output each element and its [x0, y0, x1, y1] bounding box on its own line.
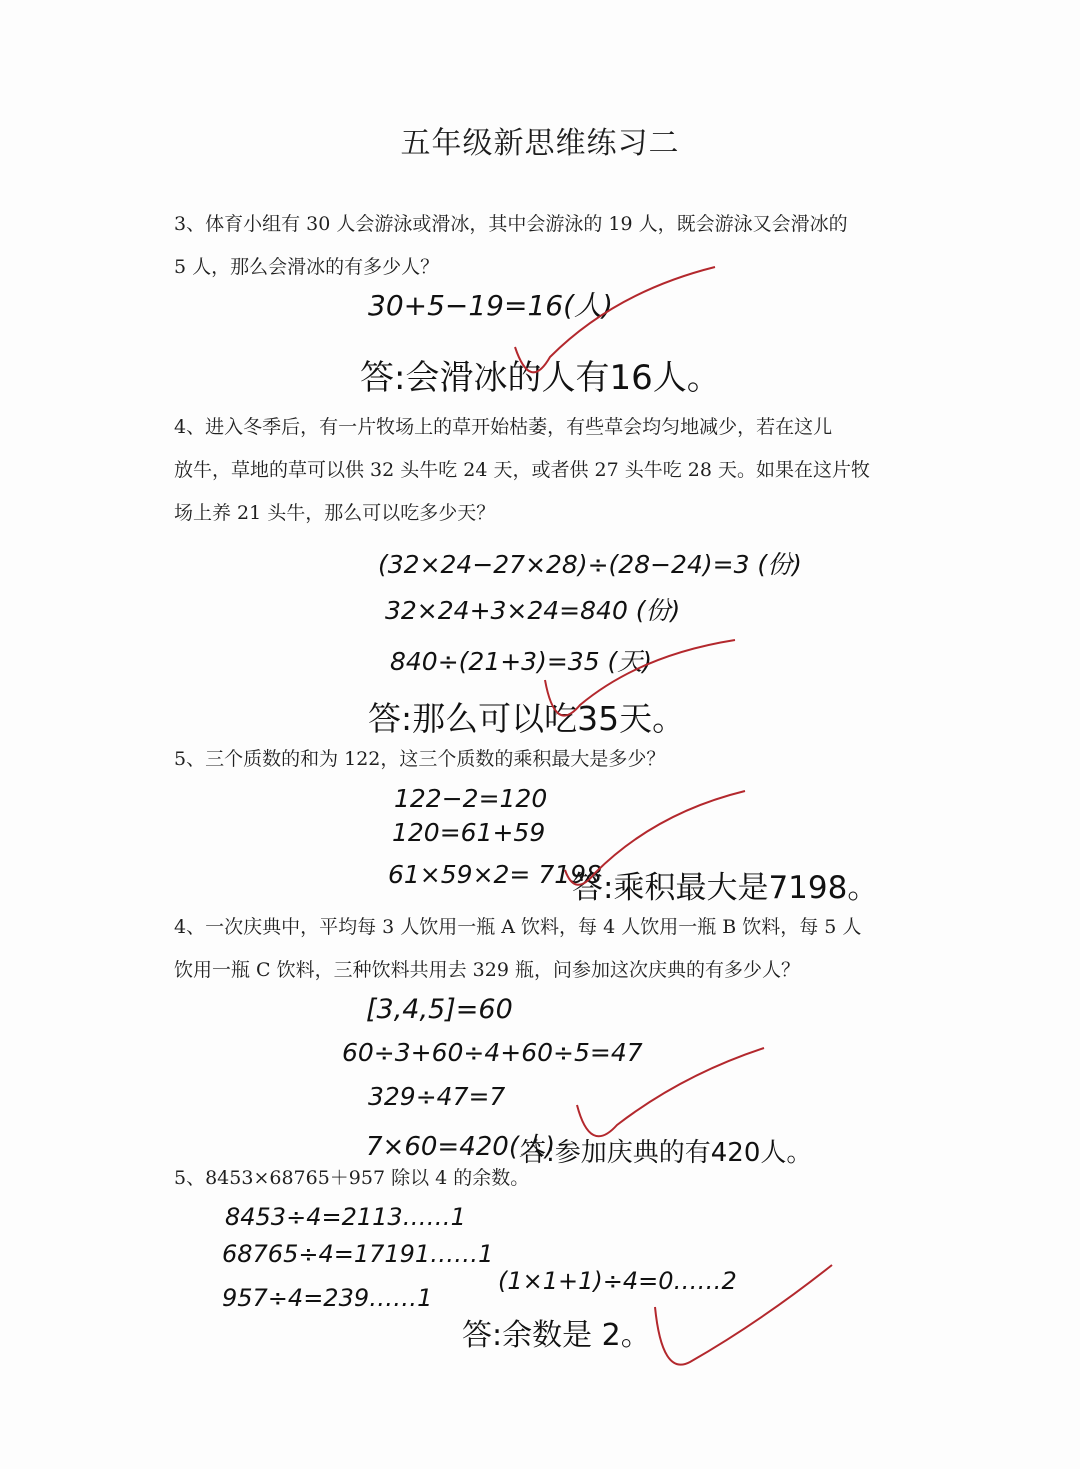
- problem-5-work-4: (1×1+1)÷4=0……2: [498, 1267, 737, 1295]
- question-line: 5、三个质数的和为 122，这三个质数的乘积最大是多少？: [174, 748, 666, 770]
- question-line: 5、8453×68765＋957 除以 4 的余数。: [174, 1167, 530, 1189]
- problem-4-work-1: [3,4,5]=60: [366, 994, 513, 1025]
- checkmark-icon: [505, 262, 725, 392]
- checkmark-icon: [560, 788, 750, 898]
- question-line: 3、体育小组有 30 人会游泳或滑冰，其中会游泳的 19 人，既会游泳又会滑冰的: [174, 213, 848, 235]
- problem-3-work-3: 61×59×2= 7198: [388, 860, 602, 889]
- problem-4-work-2: 60÷3+60÷4+60÷5=47: [342, 1038, 643, 1067]
- problem-2-question: [174, 406, 914, 535]
- problem-5-work-3: 957÷4=239……1: [222, 1284, 433, 1312]
- problem-2-work-1: (32×24−27×28)÷(28−24)=3 (份): [378, 550, 802, 579]
- question-line: 5 人，那么会滑冰的有多少人？: [174, 256, 440, 278]
- problem-4-work-3: 329÷47=7: [368, 1082, 506, 1111]
- question-line: 放牛，草地的草可以供 32 头牛吃 24 天，或者供 27 头牛吃 28 天。如果在这片牧: [174, 459, 871, 481]
- problem-3-question: [174, 738, 914, 781]
- problem-5-answer: 答:余数是 2。: [462, 1318, 651, 1353]
- problem-2-answer: 答:那么可以吃35天。: [368, 699, 686, 738]
- question-line: 4、一次庆典中，平均每 3 人饮用一瓶 A 饮料，每 4 人饮用一瓶 B 饮料，每 5 人: [174, 916, 862, 938]
- checkmark-icon: [540, 635, 740, 735]
- problem-4-question: [174, 906, 914, 992]
- checkmark-icon: [650, 1262, 840, 1377]
- problem-3-answer: 答:乘积最大是7198。: [572, 870, 879, 906]
- problem-5-question: [174, 1157, 914, 1200]
- question-line: 4、进入冬季后，有一片牧场上的草开始枯萎，有些草会均匀地减少，若在这儿: [174, 416, 833, 438]
- problem-5-work-1: 8453÷4=2113……1: [225, 1203, 466, 1231]
- problem-4-work-4: 7×60=420(人): [366, 1132, 556, 1162]
- checkmark-icon: [572, 1045, 772, 1145]
- question-line: 饮用一瓶 C 饮料，三种饮料共用去 329 瓶，问参加这次庆典的有多少人？: [174, 959, 800, 981]
- problem-3-work-2: 120=61+59: [392, 818, 546, 847]
- problem-1-work-1: 30+5−19=16(人): [368, 289, 613, 322]
- problem-2-work-3: 840÷(21+3)=35 (天): [390, 647, 653, 676]
- problem-5-work-2: 68765÷4=17191……1: [222, 1240, 494, 1268]
- problem-2-work-2: 32×24+3×24=840 (份): [385, 596, 681, 625]
- problem-4-answer: 答:参加庆典的有420人。: [520, 1138, 813, 1168]
- problem-3-work-1: 122−2=120: [394, 784, 548, 813]
- worksheet-title: 五年级新思维练习二: [400, 126, 680, 161]
- problem-1-answer: 答:会滑冰的人有16人。: [360, 358, 721, 398]
- question-line: 场上养 21 头牛，那么可以吃多少天？: [174, 502, 496, 524]
